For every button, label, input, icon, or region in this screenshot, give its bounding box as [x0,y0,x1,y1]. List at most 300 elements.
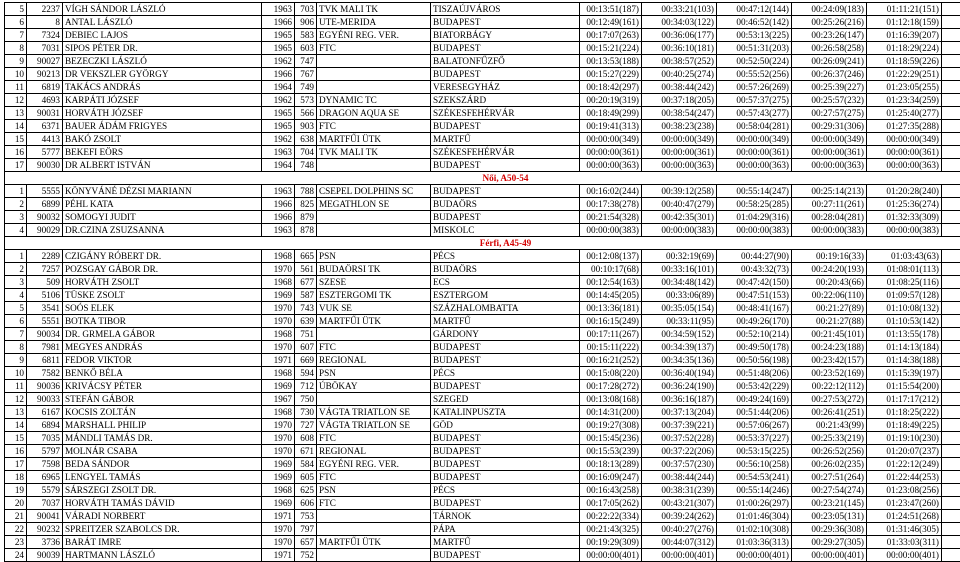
code-cell: 671 [295,445,317,458]
split-4-cell: 00:27:51(264) [792,471,867,484]
code-cell: 605 [295,471,317,484]
split-4-cell: 00:21:43(99) [792,419,867,432]
place-cell: 23 [5,536,27,549]
spacer-cell [942,133,960,146]
table-row [5,341,960,354]
name-cell: TÜSKE ZSOLT [63,289,262,302]
table-row [5,406,960,419]
total-time-cell: 01:22:12(249) [867,458,942,471]
city-cell: SZÉKESFEHÉRVÁR [431,107,580,120]
club-cell [317,393,431,406]
split-2-cell: 00:34:39(137) [642,341,717,354]
table-row [5,120,960,133]
split-4-cell: 00:23:26(147) [792,29,867,42]
split-1-cell: 00:20:19(319) [580,94,642,107]
code-cell: 767 [295,68,317,81]
table-row [5,445,960,458]
bib-cell: 7035 [27,432,63,445]
bib-cell: 6899 [27,198,63,211]
split-3-cell: 00:51:44(206) [717,406,792,419]
table-row [5,81,960,94]
total-time-cell: 00:00:00(383) [867,224,942,237]
split-3-cell: 00:51:48(206) [717,367,792,380]
split-3-cell: 00:55:52(256) [717,68,792,81]
spacer-cell [942,302,960,315]
split-3-cell: 00:49:50(178) [717,341,792,354]
table-row [5,315,960,328]
results-body [5,3,960,562]
city-cell: BUDAPEST [431,354,580,367]
bib-cell: 6819 [27,81,63,94]
total-time-cell: 01:11:21(151) [867,3,942,16]
split-3-cell: 01:00:26(297) [717,497,792,510]
birth-year-cell: 1963 [262,185,295,198]
code-cell: 903 [295,120,317,133]
split-3-cell: 00:53:15(225) [717,445,792,458]
split-3-cell: 00:53:42(229) [717,380,792,393]
split-1-cell: 00:19:27(308) [580,419,642,432]
split-3-cell: 00:55:14(247) [717,185,792,198]
name-cell: KÖNYVÁNÉ DÉZSI MARIANN [63,185,262,198]
split-2-cell: 00:36:40(194) [642,367,717,380]
split-3-cell: 00:55:14(246) [717,484,792,497]
bib-cell: 90033 [27,393,63,406]
split-3-cell: 00:50:56(198) [717,354,792,367]
split-1-cell: 00:12:08(137) [580,250,642,263]
split-1-cell: 00:15:27(229) [580,68,642,81]
table-row [5,55,960,68]
birth-year-cell: 1971 [262,549,295,562]
club-cell: DYNAMIC TC [317,94,431,107]
split-4-cell: 00:29:36(308) [792,523,867,536]
split-4-cell: 00:22:06(110) [792,289,867,302]
total-time-cell: 01:08:25(116) [867,276,942,289]
name-cell: VÁRADI NORBERT [63,510,262,523]
birth-year-cell: 1965 [262,29,295,42]
name-cell: BEDA SÁNDOR [63,458,262,471]
table-row [5,107,960,120]
total-time-cell: 01:18:59(226) [867,55,942,68]
spacer-cell [942,224,960,237]
name-cell: POZSGAY GÁBOR DR. [63,263,262,276]
code-cell: 743 [295,302,317,315]
bib-cell: 6811 [27,354,63,367]
spacer-cell [942,211,960,224]
split-2-cell: 00:00:00(361) [642,146,717,159]
table-row [5,68,960,81]
split-1-cell: 00:19:29(309) [580,536,642,549]
split-3-cell: 00:52:50(224) [717,55,792,68]
split-1-cell: 00:21:43(325) [580,523,642,536]
club-cell [317,81,431,94]
split-2-cell: 00:34:59(152) [642,328,717,341]
bib-cell: 90034 [27,328,63,341]
name-cell: STEFÁN GÁBOR [63,393,262,406]
birth-year-cell: 1966 [262,198,295,211]
code-cell: 788 [295,185,317,198]
split-1-cell: 00:17:38(278) [580,198,642,211]
club-cell: EGYÉNI REG. VER. [317,458,431,471]
code-cell: 879 [295,211,317,224]
place-cell: 19 [5,484,27,497]
total-time-cell: 01:23:05(255) [867,81,942,94]
club-cell [317,68,431,81]
birth-year-cell: 1968 [262,328,295,341]
city-cell: SZÁZHALOMBATTA [431,302,580,315]
spacer-cell [942,263,960,276]
city-cell: BUDAPEST [431,458,580,471]
club-cell: EGYÉNI REG. VER. [317,29,431,42]
club-cell: FTC [317,471,431,484]
code-cell: 677 [295,276,317,289]
place-cell: 16 [5,146,27,159]
total-time-cell: 01:14:13(184) [867,341,942,354]
split-4-cell: 00:22:12(112) [792,380,867,393]
split-2-cell: 00:36:24(190) [642,380,717,393]
club-cell [317,55,431,68]
bib-cell: 7598 [27,458,63,471]
bib-cell: 2289 [27,250,63,263]
club-cell [317,224,431,237]
club-cell: PSN [317,367,431,380]
place-cell: 20 [5,497,27,510]
birth-year-cell: 1970 [262,445,295,458]
split-1-cell: 00:19:41(313) [580,120,642,133]
birth-year-cell: 1969 [262,380,295,393]
birth-year-cell: 1968 [262,276,295,289]
spacer-cell [942,42,960,55]
city-cell: ECS [431,276,580,289]
place-cell: 24 [5,549,27,562]
category-label: Női, A50-54 [5,172,960,185]
bib-cell: 7031 [27,42,63,55]
birth-year-cell: 1970 [262,419,295,432]
city-cell: MARTFŰ [431,315,580,328]
split-3-cell: 01:02:10(308) [717,523,792,536]
bib-cell: 90036 [27,380,63,393]
city-cell: SZEGED [431,393,580,406]
name-cell: KARPÁTI JÓZSEF [63,94,262,107]
split-3-cell: 00:49:24(169) [717,393,792,406]
birth-year-cell: 1963 [262,146,295,159]
category-header-row [5,237,960,250]
split-1-cell: 00:00:00(401) [580,549,642,562]
code-cell: 584 [295,458,317,471]
split-4-cell: 00:21:27(88) [792,315,867,328]
city-cell: BUDAPEST [431,185,580,198]
split-2-cell: 00:34:35(136) [642,354,717,367]
table-row [5,3,960,16]
split-3-cell: 01:01:46(304) [717,510,792,523]
split-2-cell: 00:37:18(205) [642,94,717,107]
split-2-cell: 00:38:54(247) [642,107,717,120]
split-1-cell: 00:00:00(349) [580,133,642,146]
table-row [5,224,960,237]
split-2-cell: 00:36:10(181) [642,42,717,55]
birth-year-cell: 1965 [262,107,295,120]
birth-year-cell: 1962 [262,94,295,107]
club-cell: TVK MALI TK [317,146,431,159]
name-cell: SOÓS ELEK [63,302,262,315]
table-row [5,211,960,224]
spacer-cell [942,198,960,211]
split-2-cell: 00:36:06(177) [642,29,717,42]
split-1-cell: 00:16:21(252) [580,354,642,367]
split-2-cell: 00:42:35(301) [642,211,717,224]
split-4-cell: 00:00:00(361) [792,146,867,159]
spacer-cell [942,536,960,549]
split-4-cell: 00:25:57(232) [792,94,867,107]
name-cell: ANTAL LÁSZLÓ [63,16,262,29]
club-cell: MARTFŰI ÜTK [317,133,431,146]
club-cell: PSN [317,484,431,497]
split-1-cell: 00:15:08(220) [580,367,642,380]
bib-cell: 7324 [27,29,63,42]
spacer-cell [942,406,960,419]
bib-cell: 90029 [27,224,63,237]
total-time-cell: 01:23:34(259) [867,94,942,107]
code-cell: 561 [295,263,317,276]
code-cell: 825 [295,198,317,211]
split-1-cell: 00:15:45(236) [580,432,642,445]
birth-year-cell: 1964 [262,81,295,94]
name-cell: FEDOR VIKTOR [63,354,262,367]
total-time-cell: 01:15:39(197) [867,367,942,380]
bib-cell: 6894 [27,419,63,432]
split-2-cell: 00:38:23(238) [642,120,717,133]
name-cell: HORVÁTH TAMÁS DÁVID [63,497,262,510]
city-cell: BUDAÖRS [431,198,580,211]
place-cell: 21 [5,510,27,523]
code-cell: 703 [295,3,317,16]
split-1-cell: 00:10:17(68) [580,263,642,276]
split-2-cell: 00:40:27(276) [642,523,717,536]
total-time-cell: 01:09:57(128) [867,289,942,302]
birth-year-cell: 1962 [262,133,295,146]
split-1-cell: 00:14:45(205) [580,289,642,302]
bib-cell: 90027 [27,55,63,68]
total-time-cell: 01:31:46(305) [867,523,942,536]
club-cell: MARTFŰI ÜTK [317,536,431,549]
birth-year-cell: 1967 [262,393,295,406]
bib-cell: 5555 [27,185,63,198]
city-cell: BUDAPEST [431,432,580,445]
split-4-cell: 00:27:53(272) [792,393,867,406]
split-1-cell: 00:12:54(163) [580,276,642,289]
birth-year-cell: 1970 [262,302,295,315]
split-1-cell: 00:21:54(328) [580,211,642,224]
spacer-cell [942,120,960,133]
spacer-cell [942,159,960,172]
total-time-cell: 01:23:47(260) [867,497,942,510]
bib-cell: 6965 [27,471,63,484]
split-4-cell: 00:23:42(157) [792,354,867,367]
birth-year-cell: 1963 [262,224,295,237]
club-cell: SZESE [317,276,431,289]
split-3-cell: 00:57:43(277) [717,107,792,120]
place-cell: 16 [5,445,27,458]
split-2-cell: 00:38:44(242) [642,81,717,94]
split-3-cell: 00:58:25(285) [717,198,792,211]
club-cell [317,549,431,562]
split-3-cell: 00:00:00(383) [717,224,792,237]
bib-cell: 4413 [27,133,63,146]
split-4-cell: 00:24:23(188) [792,341,867,354]
split-2-cell: 00:37:52(228) [642,432,717,445]
place-cell: 4 [5,289,27,302]
code-cell: 608 [295,432,317,445]
table-row [5,289,960,302]
split-1-cell: 00:13:51(187) [580,3,642,16]
split-4-cell: 00:00:00(363) [792,159,867,172]
city-cell: BUDAPEST [431,68,580,81]
place-cell: 7 [5,29,27,42]
spacer-cell [942,458,960,471]
split-3-cell: 00:54:53(241) [717,471,792,484]
split-2-cell: 00:33:06(89) [642,289,717,302]
table-row [5,393,960,406]
city-cell: BUDAPEST [431,159,580,172]
spacer-cell [942,185,960,198]
total-time-cell: 01:19:10(230) [867,432,942,445]
birth-year-cell: 1966 [262,68,295,81]
city-cell: SZÉKESFEHÉRVÁR [431,146,580,159]
name-cell: BOTKA TIBOR [63,315,262,328]
total-time-cell: 01:10:53(142) [867,315,942,328]
split-2-cell: 00:37:39(221) [642,419,717,432]
table-row [5,328,960,341]
spacer-cell [942,81,960,94]
spacer-cell [942,510,960,523]
club-cell: MARTFŰI ÜTK [317,315,431,328]
city-cell: GÁRDONY [431,328,580,341]
split-4-cell: 00:27:54(274) [792,484,867,497]
table-row [5,263,960,276]
total-time-cell: 00:00:00(363) [867,159,942,172]
bib-cell: 2237 [27,3,63,16]
split-4-cell: 00:29:27(305) [792,536,867,549]
spacer-cell [942,523,960,536]
total-time-cell: 01:32:33(309) [867,211,942,224]
name-cell: VÍGH SÁNDOR LÁSZLÓ [63,3,262,16]
split-4-cell: 00:26:37(246) [792,68,867,81]
total-time-cell: 01:23:08(256) [867,484,942,497]
table-row [5,536,960,549]
table-row [5,146,960,159]
split-3-cell: 00:00:00(363) [717,159,792,172]
split-1-cell: 00:18:13(289) [580,458,642,471]
birth-year-cell: 1969 [262,497,295,510]
club-cell: TVK MALI TK [317,3,431,16]
split-3-cell: 00:57:06(267) [717,419,792,432]
split-2-cell: 00:43:21(307) [642,497,717,510]
table-row [5,159,960,172]
bib-cell: 90032 [27,211,63,224]
club-cell: FTC [317,120,431,133]
split-2-cell: 00:37:13(204) [642,406,717,419]
split-4-cell: 00:23:52(169) [792,367,867,380]
place-cell: 5 [5,3,27,16]
birth-year-cell: 1968 [262,250,295,263]
total-time-cell: 01:24:51(268) [867,510,942,523]
table-row [5,302,960,315]
total-time-cell: 00:00:00(361) [867,146,942,159]
split-2-cell: 00:39:12(258) [642,185,717,198]
code-cell: 712 [295,380,317,393]
split-3-cell: 00:58:04(281) [717,120,792,133]
code-cell: 669 [295,354,317,367]
city-cell: BUDAPEST [431,16,580,29]
split-2-cell: 00:38:44(244) [642,471,717,484]
code-cell: 749 [295,81,317,94]
split-3-cell: 01:03:36(313) [717,536,792,549]
birth-year-cell: 1971 [262,354,295,367]
place-cell: 12 [5,94,27,107]
table-row [5,510,960,523]
birth-year-cell: 1970 [262,263,295,276]
split-4-cell: 00:00:00(401) [792,549,867,562]
birth-year-cell: 1968 [262,484,295,497]
split-3-cell: 00:56:10(258) [717,458,792,471]
split-1-cell: 00:18:49(299) [580,107,642,120]
name-cell: TAKÁCS ANDRÁS [63,81,262,94]
spacer-cell [942,445,960,458]
category-header-row [5,172,960,185]
split-1-cell: 00:16:15(249) [580,315,642,328]
code-cell: 750 [295,393,317,406]
split-4-cell: 00:21:45(101) [792,328,867,341]
spacer-cell [942,146,960,159]
split-1-cell: 00:16:43(258) [580,484,642,497]
city-cell: PÉCS [431,484,580,497]
table-row [5,497,960,510]
split-4-cell: 00:25:39(227) [792,81,867,94]
split-3-cell: 00:47:51(153) [717,289,792,302]
city-cell: BALATONFŰZFŐ [431,55,580,68]
split-1-cell: 00:12:49(161) [580,16,642,29]
split-4-cell: 00:21:27(89) [792,302,867,315]
city-cell: BUDAPEST [431,497,580,510]
split-4-cell: 00:27:57(275) [792,107,867,120]
name-cell: BEZECZKI LÁSZLÓ [63,55,262,68]
total-time-cell: 01:08:01(113) [867,263,942,276]
split-1-cell: 00:17:07(263) [580,29,642,42]
code-cell: 638 [295,133,317,146]
birth-year-cell: 1970 [262,523,295,536]
split-2-cell: 00:34:03(122) [642,16,717,29]
club-cell: DRAGON AQUA SE [317,107,431,120]
name-cell: PÉHL KATA [63,198,262,211]
club-cell: MEGATHLON SE [317,198,431,211]
city-cell: PÁPA [431,523,580,536]
name-cell: HARTMANN LÁSZLÓ [63,549,262,562]
split-3-cell: 00:47:42(150) [717,276,792,289]
city-cell: PÉCS [431,367,580,380]
city-cell: BIATORBÁGY [431,29,580,42]
code-cell: 625 [295,484,317,497]
birth-year-cell: 1970 [262,536,295,549]
birth-year-cell: 1968 [262,367,295,380]
city-cell: PÉCS [431,250,580,263]
name-cell: DEBIEC LAJOS [63,29,262,42]
place-cell: 4 [5,224,27,237]
code-cell: 704 [295,146,317,159]
split-3-cell: 00:00:00(401) [717,549,792,562]
bib-cell: 8 [27,16,63,29]
code-cell: 752 [295,549,317,562]
split-2-cell: 00:37:57(230) [642,458,717,471]
birth-year-cell: 1968 [262,406,295,419]
